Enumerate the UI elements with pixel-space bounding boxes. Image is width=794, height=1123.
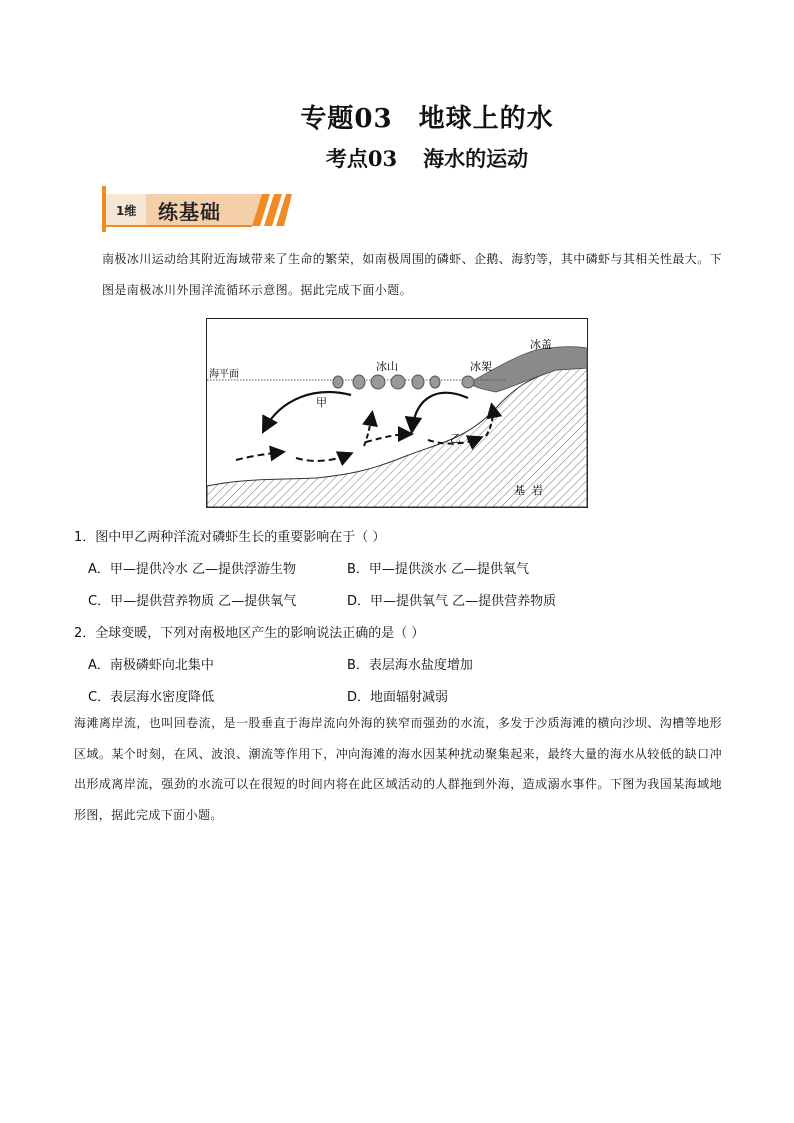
subtitle-prefix: 考点03 [325, 146, 398, 171]
page-subtitle [0, 143, 794, 173]
q2-option-b: B．表层海水盐度增加 [347, 658, 473, 673]
passage-1-text: 南极冰川运动给其附近海域带来了生命的繁荣，如南极周围的磷虾、企鹅、海豹等，其中磷虾与其相关性最大。下图是南极冰川外围洋流循环示意图。据此完成下面小题。 [102, 252, 723, 297]
badge-level: 1维 [116, 204, 137, 218]
iceberg [333, 376, 343, 388]
section-badge [102, 186, 292, 232]
ocean-current-figure [206, 318, 588, 508]
q1-option-c: C．甲—提供营养物质 乙—提供氧气 [88, 594, 297, 609]
page-title [0, 98, 794, 135]
passage-2 [74, 708, 722, 830]
iceberg [353, 375, 365, 389]
q1-option-b: B．甲—提供淡水 乙—提供氧气 [347, 562, 530, 577]
title-main: 地球上的水 [418, 104, 554, 134]
label-yi: 乙 [450, 432, 461, 445]
label-ice-shelf: 冰架 [470, 360, 492, 373]
label-jia: 甲 [316, 396, 327, 409]
badge-label: 练基础 [158, 200, 221, 224]
q2-option-a: A．南极磷虾向北集中 [88, 658, 214, 673]
iceberg [371, 375, 385, 389]
label-bedrock: 基 岩 [514, 484, 543, 497]
q1-option-d: D．甲—提供氧气 乙—提供营养物质 [347, 594, 557, 609]
q2-option-c: C．表层海水密度降低 [88, 690, 215, 705]
q1-option-a: A．甲—提供冷水 乙—提供浮游生物 [88, 562, 297, 577]
iceberg [412, 375, 424, 389]
question-2-stem: 2．全球变暖，下列对南极地区产生的影响说法正确的是（ ） [74, 626, 425, 641]
iceberg [462, 376, 474, 388]
label-sea-level: 海平面 [209, 369, 239, 380]
subtitle-main: 海水的运动 [423, 146, 529, 171]
q2-option-d: D．地面辐射减弱 [347, 690, 449, 705]
label-ice-cap: 冰盖 [530, 338, 552, 351]
label-iceberg: 冰山 [376, 360, 398, 373]
title-prefix: 专题03 [300, 104, 393, 134]
passage-2-text: 海滩离岸流，也叫回卷流，是一股垂直于海岸流向外海的狭窄而强劲的水流，多发于沙质海滩的横向沙坝、沟槽等地形区域。某个时刻，在风、波浪、潮流等作用下，冲向海滩的海水因某种扰动聚集起来，最终大量的海水从较低的缺口冲出形成离岸流，强劲的水流可以在很短的时间内将在此区域活动的人群拖到外海，造成溺水事件。下图为我国某海域地形图，据此完成下面小题。 [74, 716, 722, 822]
iceberg [430, 376, 440, 388]
iceberg [391, 375, 405, 389]
passage-1 [102, 244, 722, 305]
question-1-stem: 1．图中甲乙两种洋流对磷虾生长的重要影响在于（ ） [74, 530, 386, 545]
